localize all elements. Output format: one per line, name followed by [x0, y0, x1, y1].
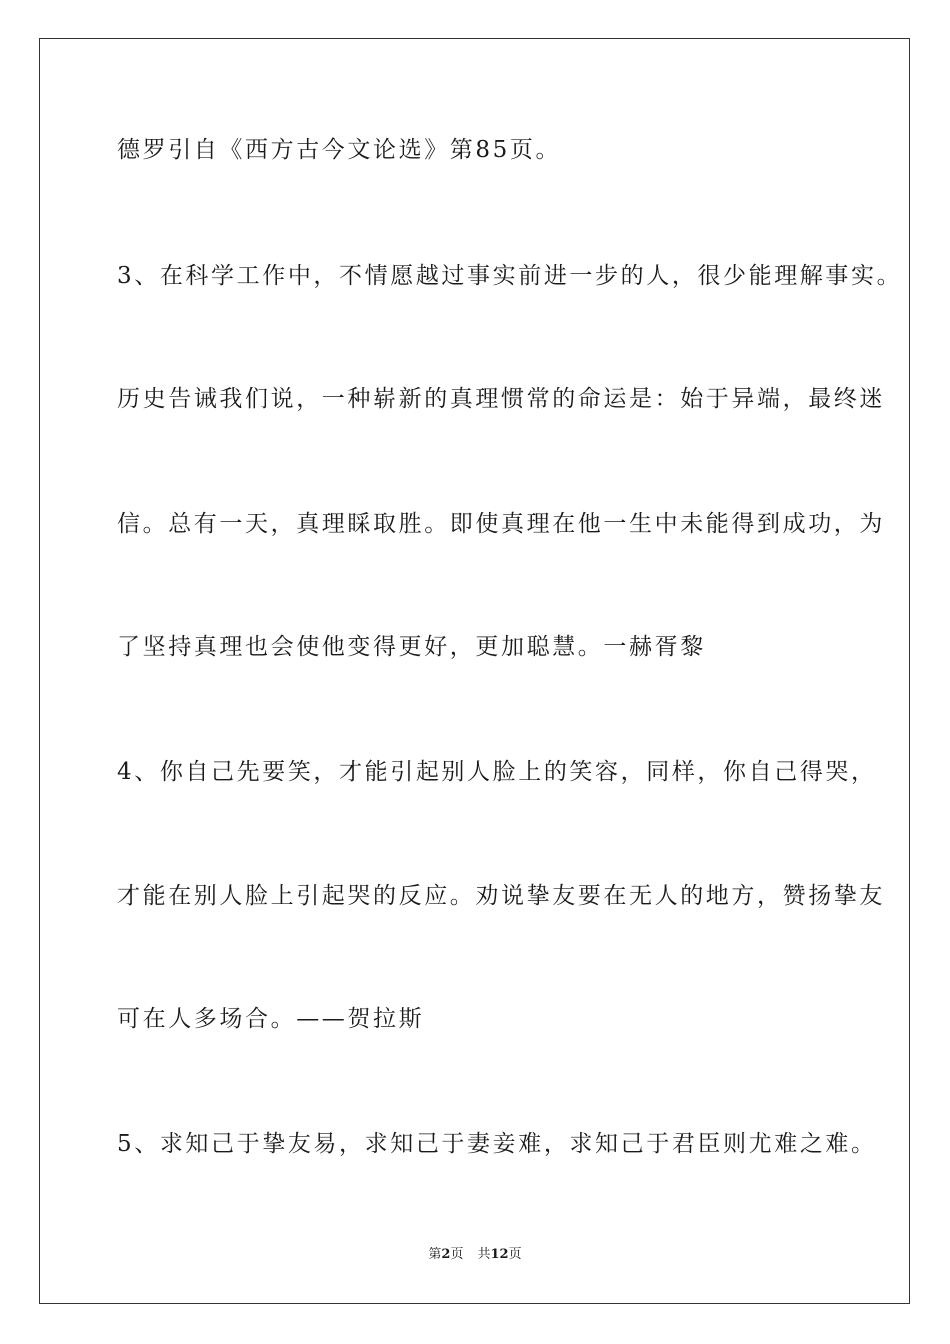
- text-line-1: 德罗引自《西方古今文论选》第85页。: [117, 137, 562, 163]
- text-line-5: 了坚持真理也会使他变得更好，更加聪慧。一赫胥黎: [117, 634, 706, 660]
- footer-total-suffix: 页: [508, 1247, 522, 1262]
- text-line-8: 可在人多场合。——贺拉斯: [117, 1006, 425, 1032]
- text-line-3: 历史告诫我们说，一种崭新的真理惯常的命运是：始于异端，最终迷: [117, 386, 885, 412]
- page-border: [39, 38, 910, 1304]
- footer-page-prefix: 第: [428, 1247, 442, 1262]
- footer-total-pages: 12: [490, 1247, 509, 1262]
- text-line-6: 4、你自己先要笑，才能引起别人脸上的笑容，同样，你自己得哭，: [117, 759, 877, 785]
- text-line-9: 5、求知己于挚友易，求知己于妻妾难，求知己于君臣则尤难之难。: [117, 1131, 877, 1157]
- page-footer: [0, 1246, 950, 1264]
- footer-total-prefix: 共: [477, 1247, 491, 1262]
- text-line-4: 信。总有一天，真理睬取胜。即使真理在他一生中未能得到成功，为: [117, 511, 885, 537]
- footer-page-number: 2: [441, 1247, 451, 1262]
- footer-page-suffix: 页: [450, 1247, 464, 1262]
- text-line-2: 3、在科学工作中，不情愿越过事实前进一步的人，很少能理解事实。: [117, 263, 903, 289]
- text-line-7: 才能在别人脸上引起哭的反应。劝说挚友要在无人的地方，赞扬挚友: [117, 883, 885, 909]
